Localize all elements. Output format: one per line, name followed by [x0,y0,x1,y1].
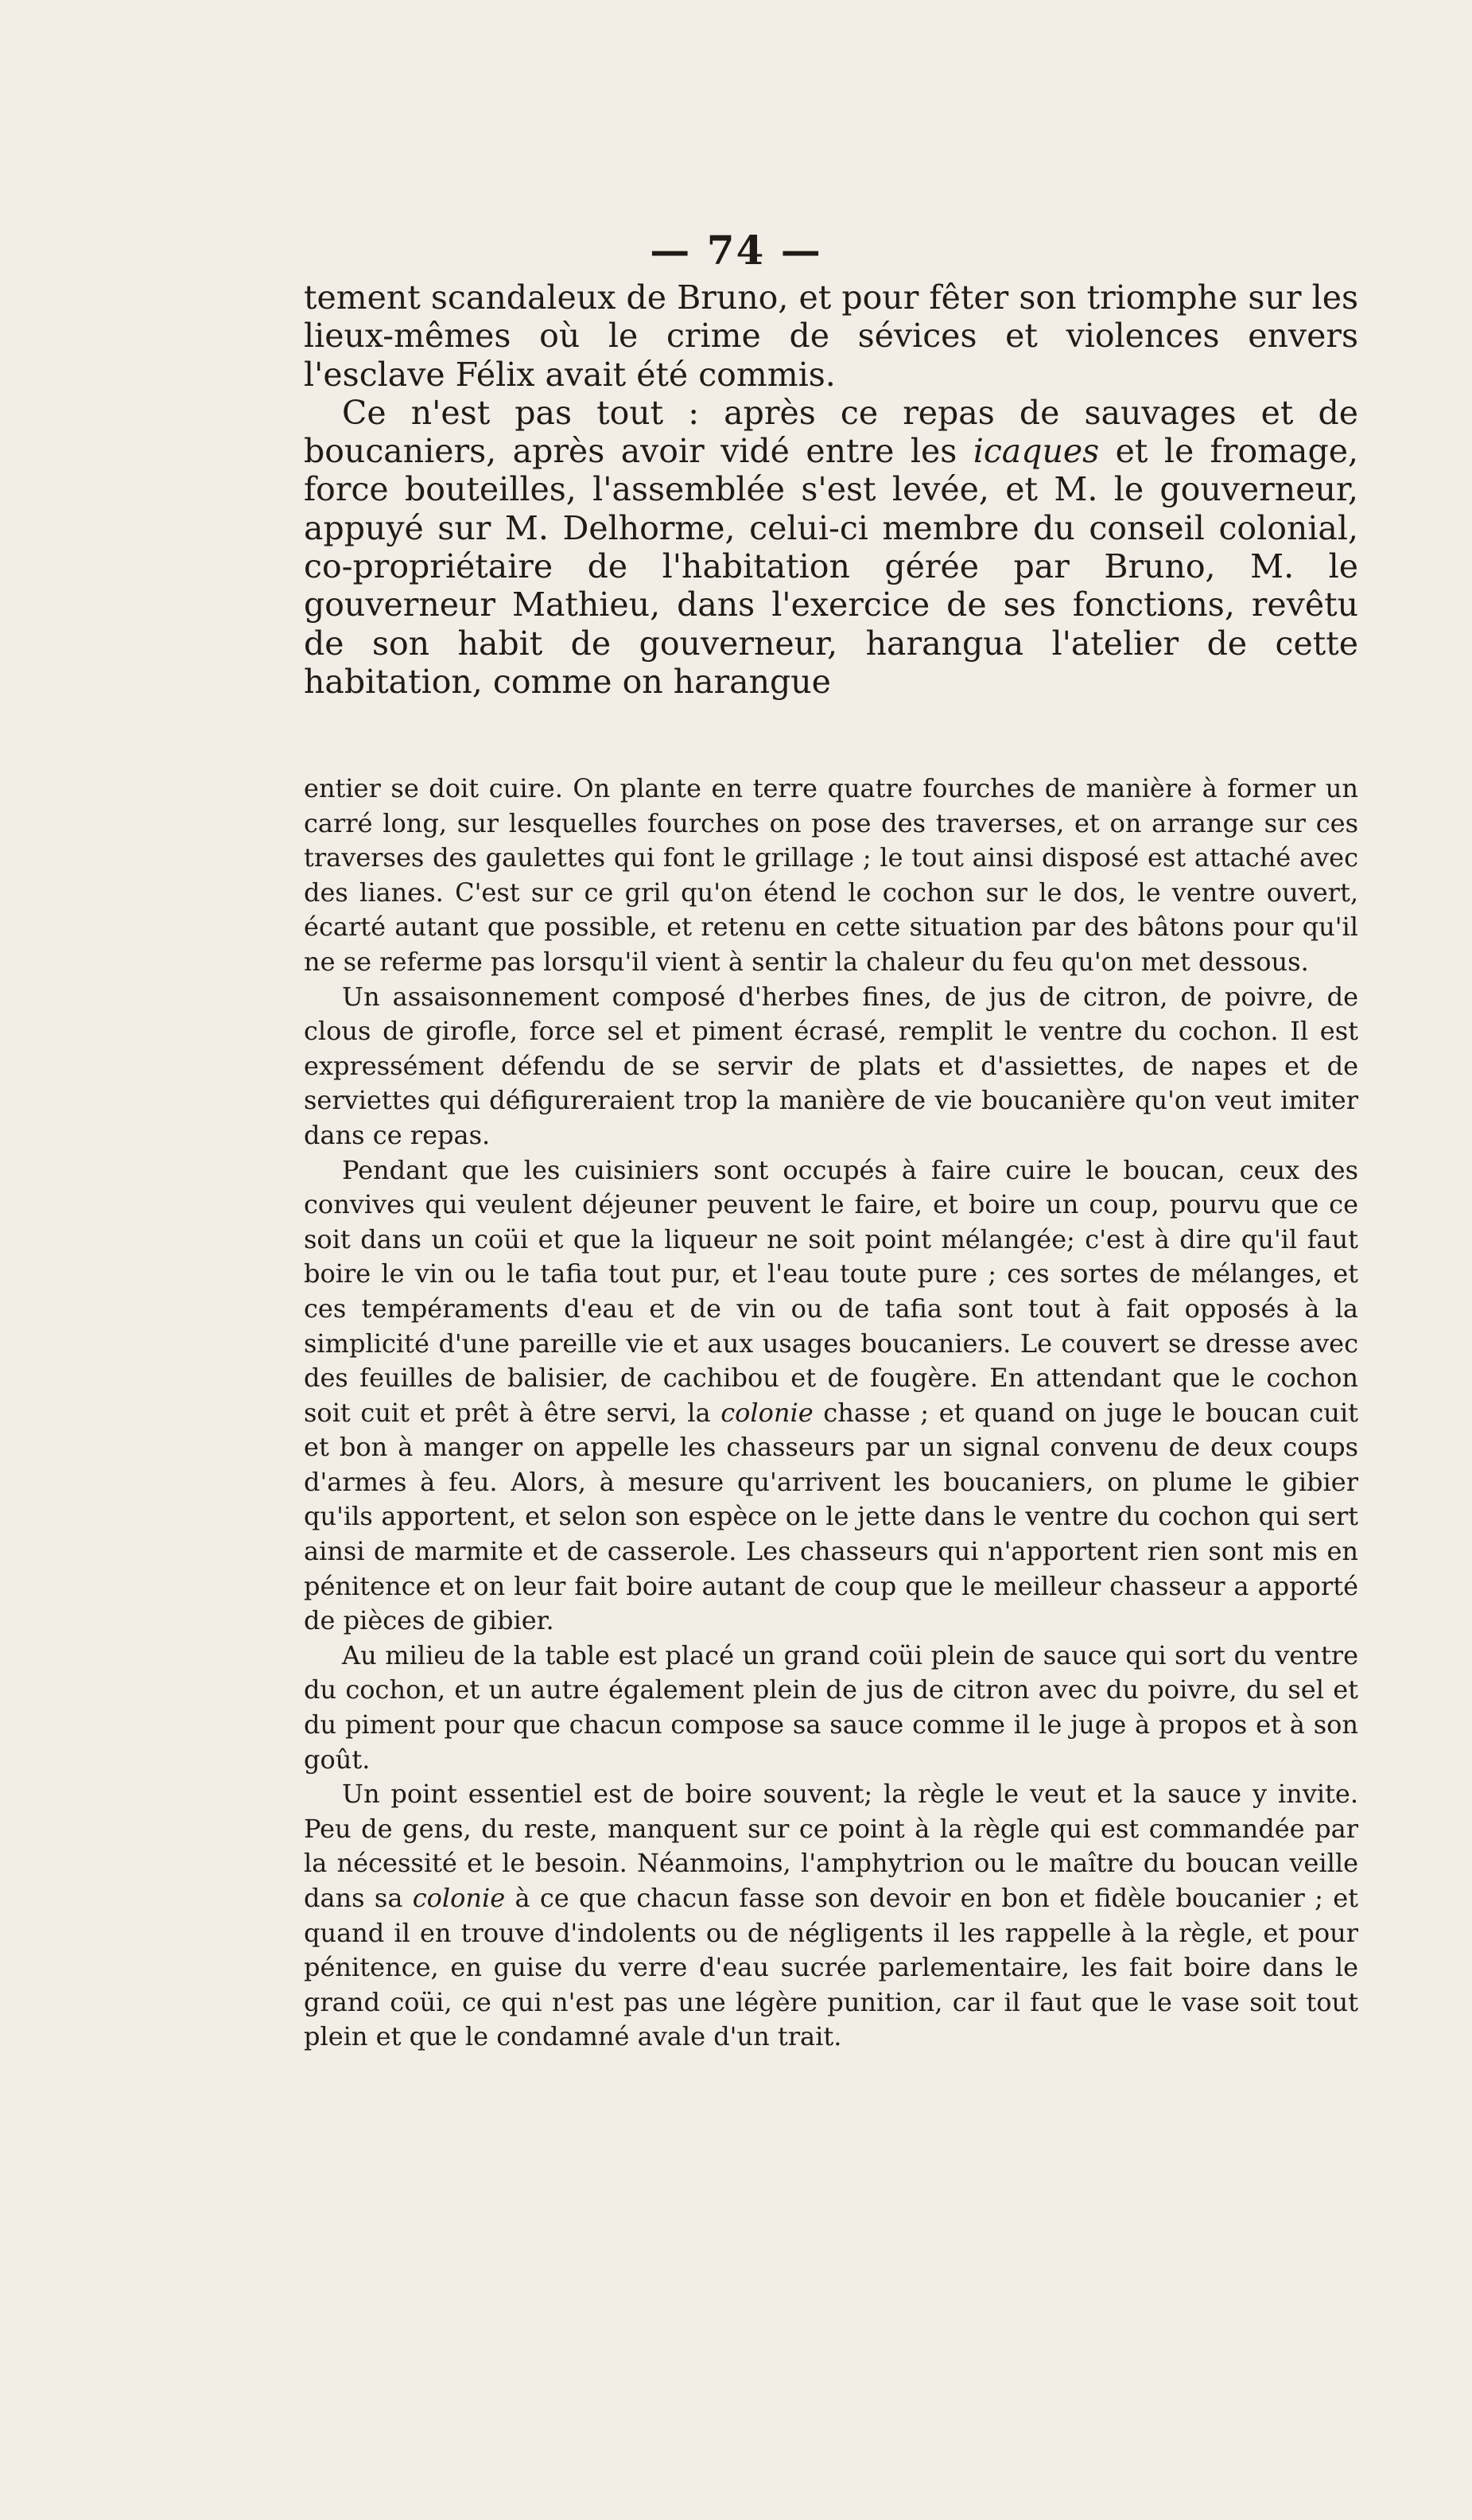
note-paragraph-1: entier se doit cuire. On plante en terre quatre fourches de manière à former un carré long, sur lesquelles fourches on pose des traverses, et on arrange sur ces traverses des gaulettes qui font le grillage ; le tout ainsi disposé est attaché avec des lianes. C'est sur ce gril qu'on étend le cochon sur le dos, le ventre ouvert, écarté autant que possible, et retenu en cette situation par des bâtons pour qu'il ne se referme pas lorsqu'il vient à sentir la chaleur du feu qu'on met dessous. [304,773,1358,977]
note-paragraph-4: Au milieu de la table est placé un grand coüi plein de sauce qui sort du ventre du cochon, et un autre également plein de jus de citron avec du poivre, du sel et du piment pour que chacun compose sa sauce comme il le juge à propos et à son goût. [304,1639,1358,1775]
note-paragraph-5-italic: colonie [412,1883,506,1913]
note-paragraph-3-italic: colonie [720,1397,814,1428]
main-paragraph-2 [304,394,1358,701]
note-paragraph-3-part-b: chasse ; et quand on juge le boucan cuit et bon à manger on appelle les chasseurs par un signal convenu de deux coups d'armes à feu. Alors, à mesure qu'arrivent les boucaniers, on plume le gibier qu'ils apportent, et selon son espèce on le jette dans le ventre du cochon qui sert ainsi de marmite et de casserole. Les chasseurs qui n'apportent rien sont mis en pénitence et on leur fait boire autant de coup que le meilleur chasseur a apporté de pièces de gibier. [304,1397,1358,1636]
main-paragraph-2-part-b: et le fromage, force bouteilles, l'assemblée s'est levée, et M. le gouverneur, appuyé sur M. Delhorme, celui-ci membre du conseil colonial, co-propriétaire de l'habitation gérée par Bruno, M. le gouverneur Mathieu, dans l'exercice de ses fonctions, revêtu de son habit de gouverneur, harangua l'atelier de cette habitation, comme on harangue [304,432,1358,701]
page-number: — 74 — [650,227,822,274]
footnote-block [304,772,1358,2055]
note-paragraph-3 [304,1153,1358,1639]
note-paragraph-2: Un assaisonnement composé d'herbes fines, de jus de citron, de poivre, de clous de girofle, force sel et piment écrasé, remplit le ventre du cochon. Il est expressément défendu de se servir de plats et d'assiettes, de napes et de serviettes qui défigureraient trop la manière de vie boucanière qu'on veut imiter dans ce repas. [304,981,1358,1150]
main-paragraph-2-part-a: Ce n'est pas tout : après ce repas de sauvages et de boucaniers, après avoir vidé entre les [304,393,1358,471]
main-paragraph-1: tement scandaleux de Bruno, et pour fêter son triomphe sur les lieux-mêmes où le crime de sévices et violences envers l'esclave Félix avait été commis. [304,278,1358,394]
note-paragraph-3-part-a: Pendant que les cuisiniers sont occupés à faire cuire le boucan, ceux des convives qui veulent déjeuner peuvent le faire, et boire un coup, pourvu que ce soit dans un coüi et que la liqueur ne soit point mélangée; c'est à dire qu'il faut boire le vin ou le tafia tout pur, et l'eau toute pure ; ces sortes de mélanges, et ces tempéraments d'eau et de vin ou de tafia sont tout à fait opposés à la simplicité d'une pareille vie et aux usages boucaniers. Le couvert se dresse avec des feuilles de balisier, de cachibou et de fougère. En attendant que le cochon soit cuit et prêt à être servi, la [304,1154,1358,1428]
main-paragraph-2-italic: icaques [973,432,1100,471]
main-text-block [304,278,1358,701]
note-paragraph-5 [304,1777,1358,2055]
note-paragraph-5-part-a: Un point essentiel est de boire souvent; la règle le veut et la sauce y invite. Peu de gens, du reste, manquent sur ce point à la règle qui est commandée par la nécessité et le besoin. Néanmoins, l'amphytrion ou le maître du boucan veille dans sa [304,1779,1358,1913]
note-paragraph-5-part-b: à ce que chacun fasse son devoir en bon et fidèle boucanier ; et quand il en trouve d'indolents ou de négligents il les rappelle à la règle, et pour pénitence, en guise du verre d'eau sucrée parlementaire, les fait boire dans le grand coüi, ce qui n'est pas une légère punition, car il faut que le vase soit tout plein et que le condamné avale d'un trait. [304,1883,1359,2052]
